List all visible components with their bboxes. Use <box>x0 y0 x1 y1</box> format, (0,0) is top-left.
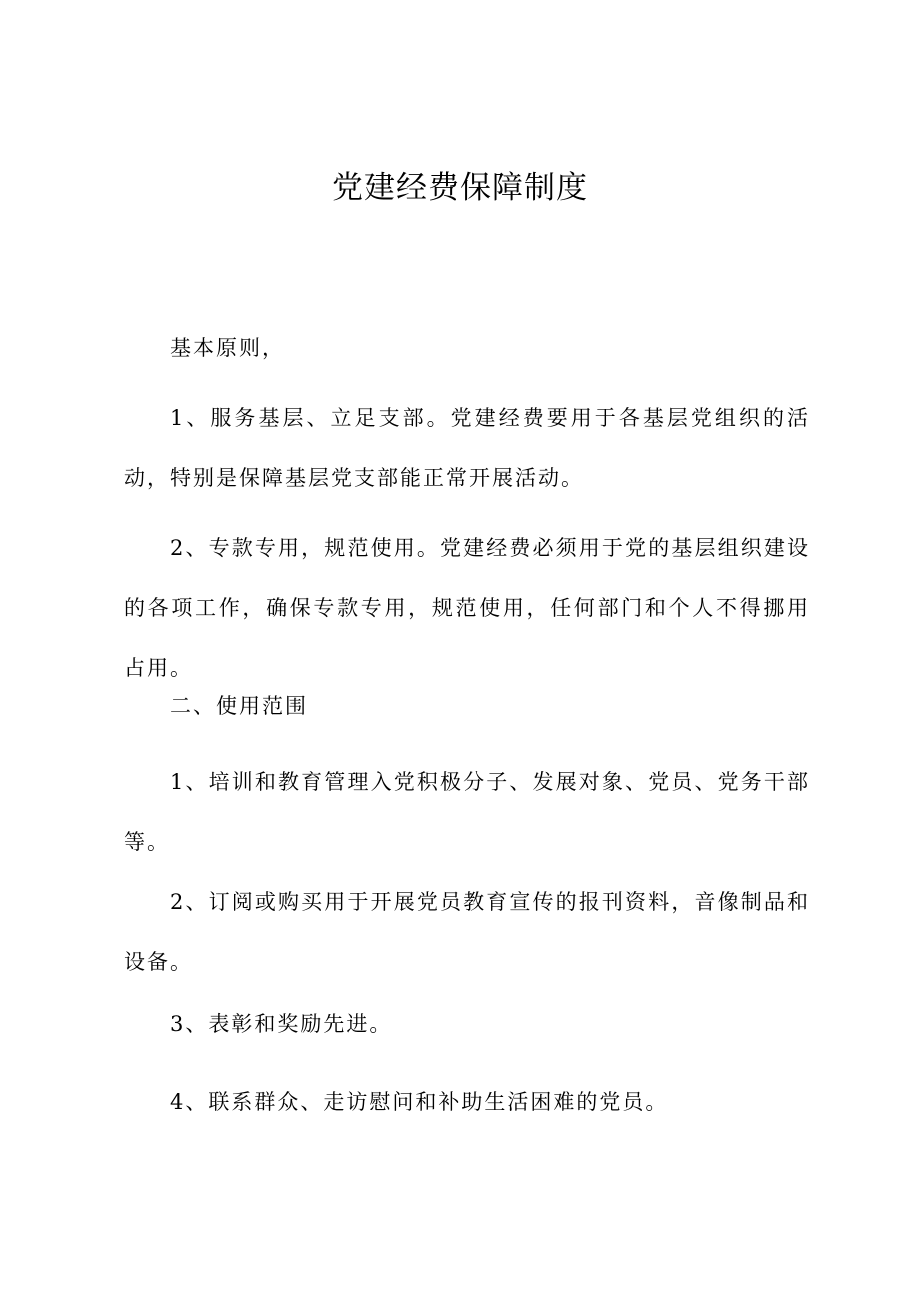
paragraph-scope-heading: 二、使用范围 <box>170 694 308 718</box>
page-title: 党建经费保障制度 <box>332 170 588 206</box>
paragraph-scope-2: 2、订阅或购买用于开展党员教育宣传的报刊资料，音像制品和设备。 <box>124 890 810 974</box>
paragraph-scope-3: 3、表彰和奖励先进。 <box>170 1012 393 1036</box>
paragraph-scope-1: 1、培训和教育管理入党积极分子、发展对象、党员、党务干部等。 <box>124 770 810 854</box>
paragraph-principles-heading: 基本原则， <box>170 336 285 360</box>
paragraph-scope-4: 4、联系群众、走访慰问和补助生活困难的党员。 <box>170 1090 669 1114</box>
paragraph-principle-2: 2、专款专用，规范使用。党建经费必须用于党的基层组织建设的各项工作，确保专款专用，规范使用，任何部门和个人不得挪用占用。 <box>124 536 810 680</box>
paragraph-principle-1: 1、服务基层、立足支部。党建经费要用于各基层党组织的活动，特别是保障基层党支部能正常开展活动。 <box>124 406 810 490</box>
